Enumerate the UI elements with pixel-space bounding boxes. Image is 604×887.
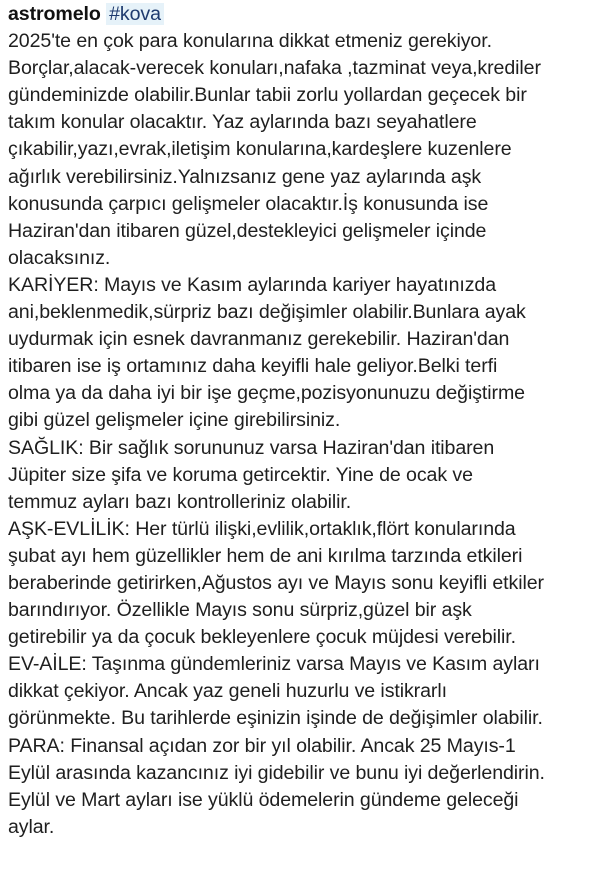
caption-line: çıkabilir,yazı,evrak,iletişim konularına,kardeşlere kuzenlere [8, 138, 512, 161]
caption-line: AŞK-EVLİLİK: Her türlü ilişki,evlilik,ortaklık,flört konularında [8, 517, 516, 540]
caption-line: itibaren ise iş ortamınız daha keyifli hale geliyor.Belki terfi [8, 355, 498, 378]
caption-line: temmuz ayları bazı kontrolleriniz olabilir. [8, 490, 352, 513]
caption-line: Haziran'dan itibaren güzel,destekleyici gelişmeler içinde [8, 219, 487, 242]
caption-line: beraberinde getirirken,Ağustos ayı ve Mayıs sonu keyifli etkiler [8, 571, 544, 594]
caption-line: PARA: Finansal açıdan zor bir yıl olabilir. Ancak 25 Mayıs-1 [8, 734, 516, 757]
caption-line: uydurmak için esnek davranmanız gerekebilir. Haziran'dan [8, 328, 510, 351]
caption-line: Eylül arasında kazancınız iyi gidebilir ve bunu iyi değerlendirin. [8, 761, 545, 784]
caption-line: 2025'te en çok para konularına dikkat etmeniz gerekiyor. [8, 30, 492, 53]
caption-line: Jüpiter size şifa ve koruma getircektir. Yine de ocak ve [8, 463, 473, 486]
caption-line: ani,beklenmedik,sürpriz bazı değişimler olabilir.Bunlara ayak [8, 301, 526, 324]
caption-line: görünmekte. Bu tarihlerde eşinizin işinde de değişimler olabilir. [8, 707, 543, 730]
caption-line: olma ya da daha iyi bir işe geçme,pozisyonunuzu değiştirme [8, 382, 525, 405]
caption-line: Borçlar,alacak-verecek konuları,nafaka ,tazminat veya,krediler [8, 57, 541, 80]
caption-line: aylar. [8, 815, 55, 838]
hashtag-link[interactable]: #kova [106, 3, 164, 25]
caption-line: ağırlık verebilirsiniz.Yalnızsanız gene yaz aylarında aşk [8, 165, 482, 188]
caption-line: olacaksınız. [8, 246, 111, 269]
caption-line: dikkat çekiyor. Ancak yaz geneli huzurlu ve istikrarlı [8, 680, 447, 703]
caption-line: EV-AİLE: Taşınma gündemleriniz varsa Mayıs ve Kasım ayları [8, 653, 540, 676]
caption-line: KARİYER: Mayıs ve Kasım aylarında kariyer hayatınızda [8, 273, 497, 296]
caption-line: takım konular olacaktır. Yaz aylarında bazı seyahatlere [8, 111, 477, 134]
caption-line: gündeminizde olabilir.Bunlar tabii zorlu yollardan geçecek bir [8, 84, 527, 107]
caption-line: barındırıyor. Özellikle Mayıs sonu sürpriz,güzel bir aşk [8, 599, 472, 622]
caption-header [8, 1, 596, 28]
caption-line: şubat ayı hem güzellikler hem de ani kırılma tarzında etkileri [8, 544, 523, 567]
caption-line: SAĞLIK: Bir sağlık sorununuz varsa Haziran'dan itibaren [8, 436, 495, 459]
caption-line: Eylül ve Mart ayları ise yüklü ödemelerin gündeme geleceği [8, 788, 519, 811]
username-link[interactable]: astromelo [8, 3, 101, 25]
caption-line: konusunda çarpıcı gelişmeler olacaktır.İş konusunda ise [8, 192, 489, 215]
caption-line: getirebilir ya da çocuk bekleyenlere çocuk müjdesi verebilir. [8, 626, 516, 649]
caption-line: gibi güzel gelişmeler içine girebilirsiniz. [8, 409, 341, 432]
